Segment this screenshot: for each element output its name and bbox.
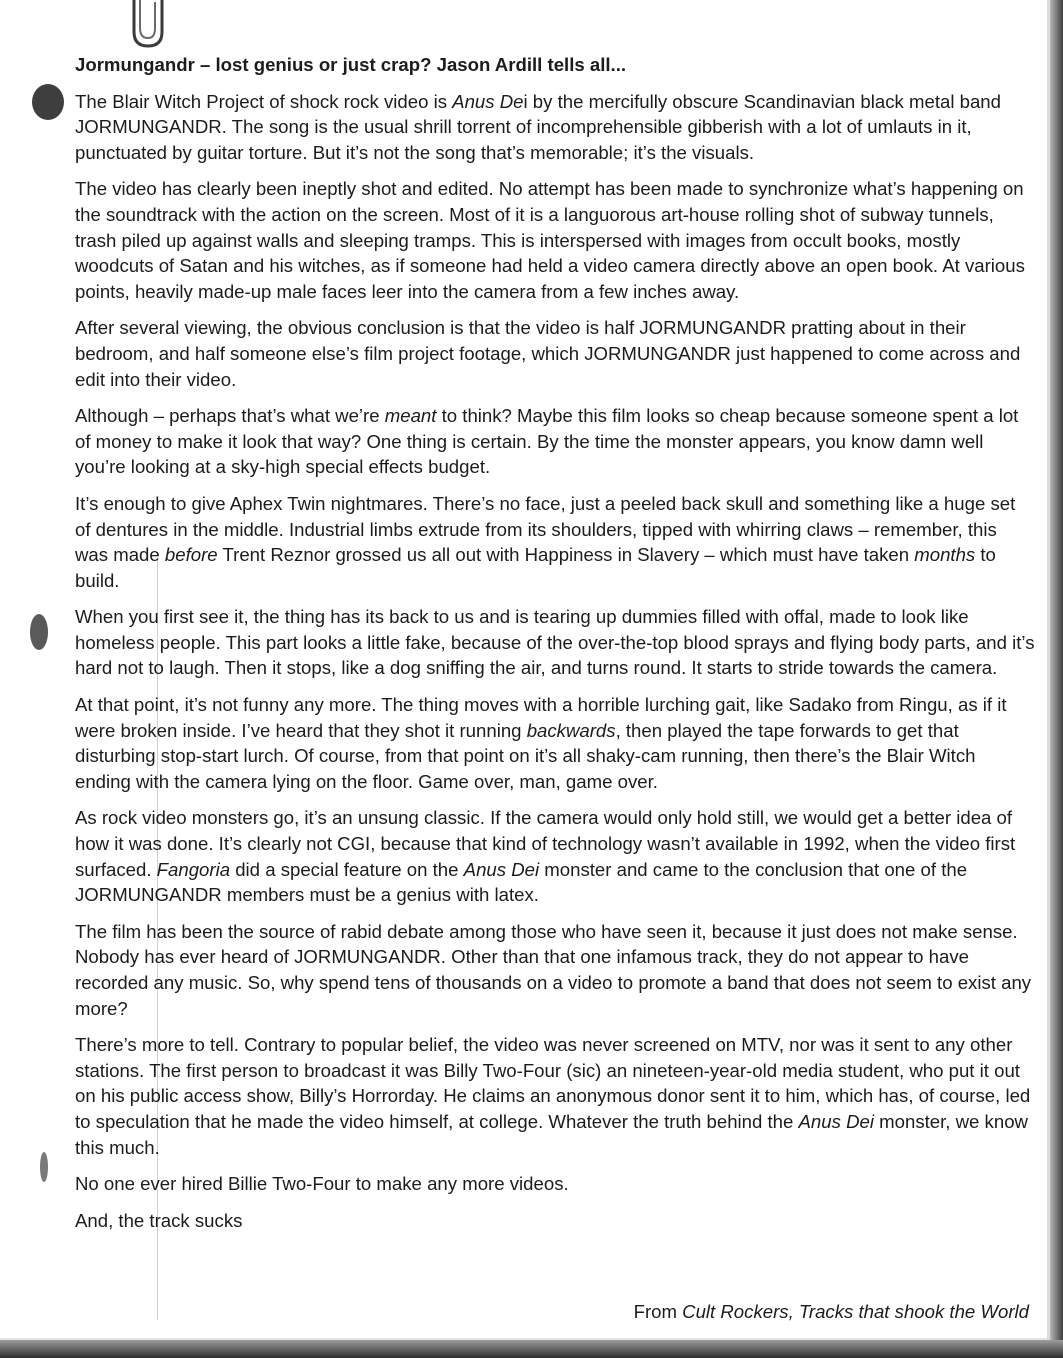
italic-text: Anus De xyxy=(452,90,524,112)
paragraph-text: The Blair Witch Project of shock rock video is xyxy=(75,90,453,112)
scan-edge-right xyxy=(1050,0,1063,1358)
paragraph-text: There’s more to tell. Contrary to popular belief, the video was never screened on MTV, nor was it sent to any other stations. The first person to broadcast it was Billy Two-Four (sic) an nineteen-year-old media student, who put it out on his public access show, Billy’s Horrorday. He claims an anonymous donor sent it to him, which has, of course, led to speculation that he made the video himself, at college. Whatever the truth behind the xyxy=(75,1034,1031,1132)
punch-hole-icon xyxy=(40,1152,48,1182)
paragraph-text: i by the mercifully obscure Scandinavian black metal band JORMUNGANDR. The song is the usual shrill torrent of incomprehensible gibberish with a lot of umlauts in it, punctuated by guitar torture. But it’s not the song that’s memorable; it’s the visuals. xyxy=(75,90,1001,163)
paragraph-text: No one ever hired Billie Two-Four to make any more videos. xyxy=(75,1173,569,1195)
article-paragraph xyxy=(75,604,1035,681)
paragraph-text: monster and came to the conclusion that one of the JORMUNGANDR members must be a genius with latex. xyxy=(75,858,968,906)
article-body xyxy=(75,89,1035,1234)
article-paragraph xyxy=(75,805,1035,907)
italic-text: backwards xyxy=(526,719,616,741)
source-credit xyxy=(634,1299,1029,1324)
italic-text: Fangoria xyxy=(156,858,231,880)
paragraph-text: , then played the tape forwards to get that disturbing stop-start lurch. Of course, from that point on it’s all shaky-cam running, then there’s the Blair Witch ending with the camera lying on the floor. Game over, man, game over. xyxy=(75,719,976,792)
paragraph-text: The video has clearly been ineptly shot and edited. No attempt has been made to synchronize what’s happening on the soundtrack with the action on the screen. Most of it is a languorous art-house rolling shot of subway tunnels, trash piled up against walls and sleeping tramps. This is interspersed with images from occult books, mostly woodcuts of Satan and his witches, as if someone had held a video camera directly above an open book. At various points, heavily made-up male faces leer into the camera from a few inches away. xyxy=(75,178,1025,302)
paragraph-text: And, the track sucks xyxy=(75,1209,243,1231)
article-paragraph xyxy=(75,89,1035,166)
paragraph-text: did a special feature on the xyxy=(230,858,464,880)
punch-hole-icon xyxy=(32,84,64,120)
article-paragraph xyxy=(75,1171,1035,1197)
italic-text: months xyxy=(914,544,976,566)
paragraph-text: At that point, it’s not funny any more. The thing moves with a horrible lurching gait, like Sadako from Ringu, as if it were broken inside. I’ve heard that they shot it running xyxy=(75,694,1007,741)
paragraph-text: to think? Maybe this film looks so cheap because someone spent a lot of money to make it look that way? One thing is certain. By the time the monster appears, you know damn well you’re looking at a sky-high special effects budget. xyxy=(75,405,1019,478)
credit-source: Cult Rockers, Tracks that shook the World xyxy=(682,1301,1029,1322)
paragraph-text: After several viewing, the obvious conclusion is that the video is half JORMUNGANDR pratting about in their bedroom, and half someone else’s film project footage, which JORMUNGANDR just happened to come across and edit into their video. xyxy=(75,317,1021,390)
paragraph-text: to build. xyxy=(75,544,996,591)
italic-text: before xyxy=(164,544,218,566)
article-paragraph xyxy=(75,919,1035,1021)
punch-hole-icon xyxy=(30,614,48,650)
paragraph-text: When you first see it, the thing has its back to us and is tearing up dummies filled with offal, made to look like homeless people. This part looks a little fake, because of the over-the-top blood sprays and flying body parts, and it’s hard not to laugh. Then it stops, like a dog sniffing the air, and turns round. It starts to stride towards the camera. xyxy=(75,606,1035,679)
article-headline: Jormungandr – lost genius or just crap? Jason Ardill tells all... xyxy=(75,54,627,75)
article-paragraph xyxy=(75,176,1035,304)
article-paragraph xyxy=(75,1032,1035,1160)
paragraph-text: monster, we know this much. xyxy=(75,1110,1028,1158)
scan-edge-bottom xyxy=(0,1340,1063,1358)
article-paragraph xyxy=(75,403,1035,480)
italic-text: Anus Dei xyxy=(798,1110,874,1132)
credit-prefix: From xyxy=(633,1301,683,1322)
paragraph-text: It’s enough to give Aphex Twin nightmares. There’s no face, just a peeled back skull and something like a huge set of dentures in the middle. Industrial limbs extrude from its shoulders, tipped with whirring claws – remember, this was made xyxy=(75,492,1016,566)
article-paragraph xyxy=(75,491,1035,593)
paragraph-text: Trent Reznor grossed us all out with Happiness in Slavery – which must have taken xyxy=(217,544,915,566)
article-paragraph xyxy=(75,315,1035,392)
article-paragraph xyxy=(75,1208,1035,1234)
paragraph-text: The film has been the source of rabid debate among those who have seen it, because it just does not make sense. Nobody has ever heard of JORMUNGANDR. Other than that one infamous track, they do not appear to have recorded any music. So, why spend tens of thousands on a video to promote a band that does not seem to exist any more? xyxy=(75,920,1032,1019)
italic-text: Anus Dei xyxy=(463,858,540,880)
article xyxy=(75,52,1035,1244)
paragraph-text: As rock video monsters go, it’s an unsung classic. If the camera would only hold still, we would get a better idea of how it was done. It’s clearly not CGI, because that kind of technology wasn’t available in 1992, when the video first surfaced. xyxy=(75,807,1016,880)
italic-text: meant xyxy=(384,405,437,427)
paragraph-text: Although – perhaps that’s what we’re xyxy=(75,405,385,427)
paper-clip-icon xyxy=(128,0,168,54)
article-paragraph xyxy=(75,692,1035,794)
